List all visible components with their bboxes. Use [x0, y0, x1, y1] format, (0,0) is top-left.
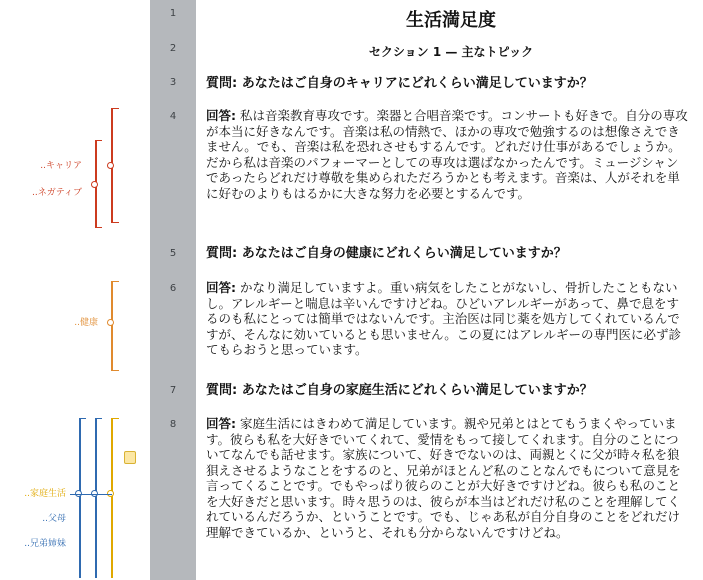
code-label-family-life[interactable]: ..家庭生活: [24, 489, 66, 499]
line-number: 6: [169, 283, 177, 294]
answer-lead: 回答:: [206, 108, 236, 123]
line-number: 8: [169, 419, 177, 430]
code-connector-family: [70, 494, 112, 495]
code-bracket-career-bottom: [111, 222, 119, 223]
code-bracket-siblings-top: [79, 418, 86, 419]
section-heading: セクション 1 — 主なトピック: [368, 45, 534, 59]
line-number: 3: [169, 77, 177, 88]
code-bracket-health-bottom: [111, 370, 119, 371]
code-bracket-health-top: [111, 281, 119, 282]
code-label-siblings[interactable]: ..兄弟姉妹: [24, 539, 66, 549]
question-paragraph[interactable]: 質問: あなたはご自身の家庭生活にどれくらい満足していますか？: [206, 383, 593, 398]
code-label-negative[interactable]: ..ネガティブ: [31, 188, 82, 198]
document-body[interactable]: [206, 0, 696, 580]
answer-paragraph[interactable]: [206, 108, 690, 201]
code-label-parents[interactable]: ..父母: [42, 514, 66, 524]
answer-lead: 回答:: [206, 416, 236, 431]
code-bracket-health[interactable]: [111, 281, 113, 371]
answer-lead: 回答:: [206, 280, 236, 295]
code-bracket-parents[interactable]: [95, 418, 97, 578]
answer-paragraph[interactable]: [206, 416, 690, 540]
answer-text: 私は音楽教育専攻です。楽器と合唱音楽です。コンサートも好きで。自分の専攻が本当に好きなんです。音楽は私の情熱で、ほかの専攻で勉強するのは想像さえできません。でも、音楽は私を恐れさせもするんです。どれだけ仕事があるでしょうか。だから私は音楽のパフォーマーとしての専攻は選ばなかったんです。ミュージシャンであったらどれだけ尊敬を集められただろうかとも考えます。音楽は、人がそれを単に好むのよりもはるかに大きな努力を必要とするんです。: [206, 108, 688, 201]
answer-text: かなり満足していますよ。重い病気をしたことがないし、骨折したこともないし。アレルギーと喘息は辛いんですけどね。ひどいアレルギーがあって、鼻で息をするのも私にとっては簡単ではないんです。主治医は同じ薬を処方してくれているんですが、そんなに効いているとも思いません。この夏にはアレルギーの専門医に必ず診てもらおうと思っています。: [206, 280, 681, 357]
line-number: 1: [169, 8, 177, 19]
question-paragraph[interactable]: 質問: あなたはご自身のキャリアにどれくらい満足していますか？: [206, 76, 593, 91]
line-number: 2: [169, 43, 177, 54]
code-dot-career[interactable]: [107, 162, 114, 169]
code-label-health[interactable]: ..健康: [74, 318, 98, 328]
question-paragraph[interactable]: 質問: あなたはご自身の健康にどれくらい満足していますか？: [206, 246, 567, 261]
memo-icon[interactable]: [124, 451, 136, 464]
answer-paragraph[interactable]: [206, 280, 690, 358]
code-bracket-negative-top: [95, 140, 102, 141]
code-bracket-parents-top: [95, 418, 102, 419]
code-bracket-siblings[interactable]: [79, 418, 81, 578]
code-bracket-family-life-top: [111, 418, 119, 419]
code-dot-health[interactable]: [107, 319, 114, 326]
line-number: 5: [169, 248, 177, 259]
code-label-career[interactable]: ..キャリア: [40, 161, 82, 171]
coding-stripes-panel: [0, 0, 150, 580]
answer-text: 家庭生活にはきわめて満足しています。親や兄弟とはとてもうまくやっています。彼らも私を大好きでいてくれて、愛情をもって接してくれます。自分のことについてなんでも話せます。家族について、好きでないのは、両親とくに父が時々私を狼狽えさせるようなことをするのと、兄弟がほとんど私のことなんでもについて意見を言ってくることです。でもやっぱり彼らのことが大好きですけどね。彼らも私のことを大好きだと思います。時々思うのは、彼らが本当はどれだけ私のことを理解してくれているんだろうか、ということです。でも、じゃあ私が自分自身のことをどれだけ理解できているか、というと、それも分からないんですけどね。: [206, 416, 681, 540]
code-bracket-negative-bottom: [95, 227, 102, 228]
code-dot-negative[interactable]: [91, 181, 98, 188]
code-bracket-family-life[interactable]: [111, 418, 113, 578]
line-number: 7: [169, 385, 177, 396]
line-number: 4: [169, 111, 177, 122]
document-title: 生活満足度: [406, 10, 496, 31]
code-bracket-career-top: [111, 108, 119, 109]
